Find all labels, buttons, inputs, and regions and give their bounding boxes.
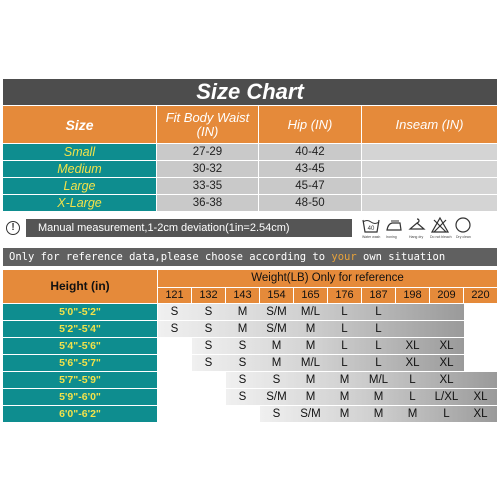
size-cell: L	[341, 306, 348, 318]
size-cell: XL	[405, 357, 420, 369]
size-header: Size	[3, 106, 156, 143]
size-cell: S/M	[266, 391, 287, 403]
weight-column-header: 132	[192, 288, 225, 303]
waist-value: 27-29	[157, 144, 258, 160]
iron-icon	[385, 216, 403, 234]
weight-column-header: 143	[226, 288, 259, 303]
size-cell: S	[238, 357, 247, 369]
weight-column-header: 176	[328, 288, 361, 303]
size-cell	[158, 338, 191, 354]
size-cell: S	[170, 306, 179, 318]
size-cell	[158, 389, 191, 405]
inseam-value	[362, 195, 497, 211]
size-cell: M	[407, 408, 418, 420]
size-name: X-Large	[3, 195, 156, 211]
size-cell: M	[237, 306, 248, 318]
info-icon: !	[6, 221, 20, 235]
hang-dry-icon	[408, 216, 426, 234]
size-cell	[226, 406, 259, 422]
height-range: 5'0"-5'2"	[3, 304, 157, 320]
size-cell	[158, 355, 191, 371]
size-cell: M	[373, 391, 384, 403]
size-cell: L	[375, 357, 382, 369]
size-cell: M	[271, 357, 282, 369]
size-cell: M/L	[368, 374, 389, 386]
weight-column-header: 165	[294, 288, 327, 303]
waist-header: Fit Body Waist (IN)	[157, 106, 258, 143]
size-cell: M	[271, 340, 282, 352]
size-cell: M/L	[300, 357, 321, 369]
size-cell: M	[305, 340, 316, 352]
dry-clean-icon	[454, 216, 472, 234]
size-cell: M	[305, 391, 316, 403]
size-cell: S	[204, 340, 213, 352]
size-cell: S/M	[266, 306, 287, 318]
size-cell: M	[339, 408, 350, 420]
weight-column-header: 209	[430, 288, 463, 303]
size-cell	[396, 304, 429, 320]
size-cell: L	[341, 323, 348, 335]
size-cell: M/L	[300, 306, 321, 318]
inseam-value	[362, 161, 497, 177]
inseam-value	[362, 144, 497, 160]
reference-banner	[3, 248, 497, 266]
size-cell: L	[375, 340, 382, 352]
size-cell: XL	[473, 408, 488, 420]
page-title: Size Chart	[3, 79, 497, 105]
size-cell	[464, 372, 497, 388]
size-cell: S	[204, 357, 213, 369]
size-cell: S	[204, 306, 213, 318]
hip-header: Hip (IN)	[259, 106, 361, 143]
height-range: 6'0"-6'2"	[3, 406, 157, 422]
size-cell: XL	[405, 340, 420, 352]
size-cell	[464, 355, 497, 371]
hip-value: 45-47	[259, 178, 361, 194]
weight-column-header: 154	[260, 288, 293, 303]
size-cell: M	[237, 323, 248, 335]
size-cell	[464, 304, 497, 320]
size-cell: XL	[473, 391, 488, 403]
height-range: 5'7"-5'9"	[3, 372, 157, 388]
size-cell	[192, 406, 225, 422]
waist-value: 36-38	[157, 195, 258, 211]
size-cell: XL	[439, 357, 454, 369]
weight-column-header: 121	[158, 288, 191, 303]
no-bleach-icon	[431, 216, 449, 234]
size-cell: S/M	[300, 408, 321, 420]
size-cell: M	[305, 374, 316, 386]
hip-value: 43-45	[259, 161, 361, 177]
size-cell	[192, 372, 225, 388]
care-label: Dry clean	[456, 235, 471, 239]
height-range: 5'6"-5'7"	[3, 355, 157, 371]
size-cell	[192, 389, 225, 405]
size-cell: XL	[439, 340, 454, 352]
size-cell: L	[443, 408, 450, 420]
weight-column-header: 220	[464, 288, 497, 303]
inseam-header: Inseam (IN)	[362, 106, 497, 143]
size-name: Small	[3, 144, 156, 160]
size-cell: S	[238, 391, 247, 403]
care-label: Hang dry	[409, 235, 424, 239]
hip-value: 48-50	[259, 195, 361, 211]
weight-header: Weight(LB) Only for reference	[158, 270, 497, 287]
size-cell: M	[305, 323, 316, 335]
hip-value: 40-42	[259, 144, 361, 160]
size-cell: S	[272, 408, 281, 420]
height-range: 5'9"-6'0"	[3, 389, 157, 405]
size-cell: L	[341, 357, 348, 369]
care-label: Do not bleach	[430, 235, 452, 239]
svg-text:40: 40	[367, 226, 375, 232]
size-cell: L	[409, 391, 416, 403]
size-cell: S/M	[266, 323, 287, 335]
size-cell	[158, 406, 191, 422]
weight-column-header: 198	[396, 288, 429, 303]
care-label: Ironing	[386, 235, 397, 239]
size-cell: L	[375, 306, 382, 318]
height-header: Height (in)	[3, 270, 157, 303]
size-cell	[464, 338, 497, 354]
size-cell: S	[170, 323, 179, 335]
weight-column-header: 187	[362, 288, 395, 303]
size-cell	[464, 321, 497, 337]
size-cell: S	[204, 323, 213, 335]
waist-value: 30-32	[157, 161, 258, 177]
size-name: Medium	[3, 161, 156, 177]
size-cell: M	[373, 408, 384, 420]
reference-text-end: own situation	[356, 251, 446, 263]
size-name: Large	[3, 178, 156, 194]
size-cell: M	[339, 391, 350, 403]
size-cell: L	[341, 340, 348, 352]
size-cell: L	[409, 374, 416, 386]
size-cell: L	[375, 323, 382, 335]
size-cell: XL	[439, 374, 454, 386]
size-cell: S	[238, 374, 247, 386]
wash-40-icon	[362, 216, 380, 234]
height-range: 5'2"-5'4"	[3, 321, 157, 337]
size-cell	[430, 321, 463, 337]
size-cell	[158, 372, 191, 388]
size-cell: S	[272, 374, 281, 386]
size-cell: M	[339, 374, 350, 386]
reference-highlight: your	[331, 251, 357, 263]
size-cell	[430, 304, 463, 320]
waist-value: 33-35	[157, 178, 258, 194]
height-range: 5'4"-5'6"	[3, 338, 157, 354]
care-label: Water wash	[362, 235, 381, 239]
reference-text: Only for reference data,please choose according to	[9, 251, 332, 263]
size-cell: L/XL	[434, 391, 459, 403]
size-cell: S	[238, 340, 247, 352]
size-cell	[396, 321, 429, 337]
inseam-value	[362, 178, 497, 194]
measurement-note: Manual measurement,1-2cm deviation(1in=2.54cm)	[26, 219, 352, 237]
